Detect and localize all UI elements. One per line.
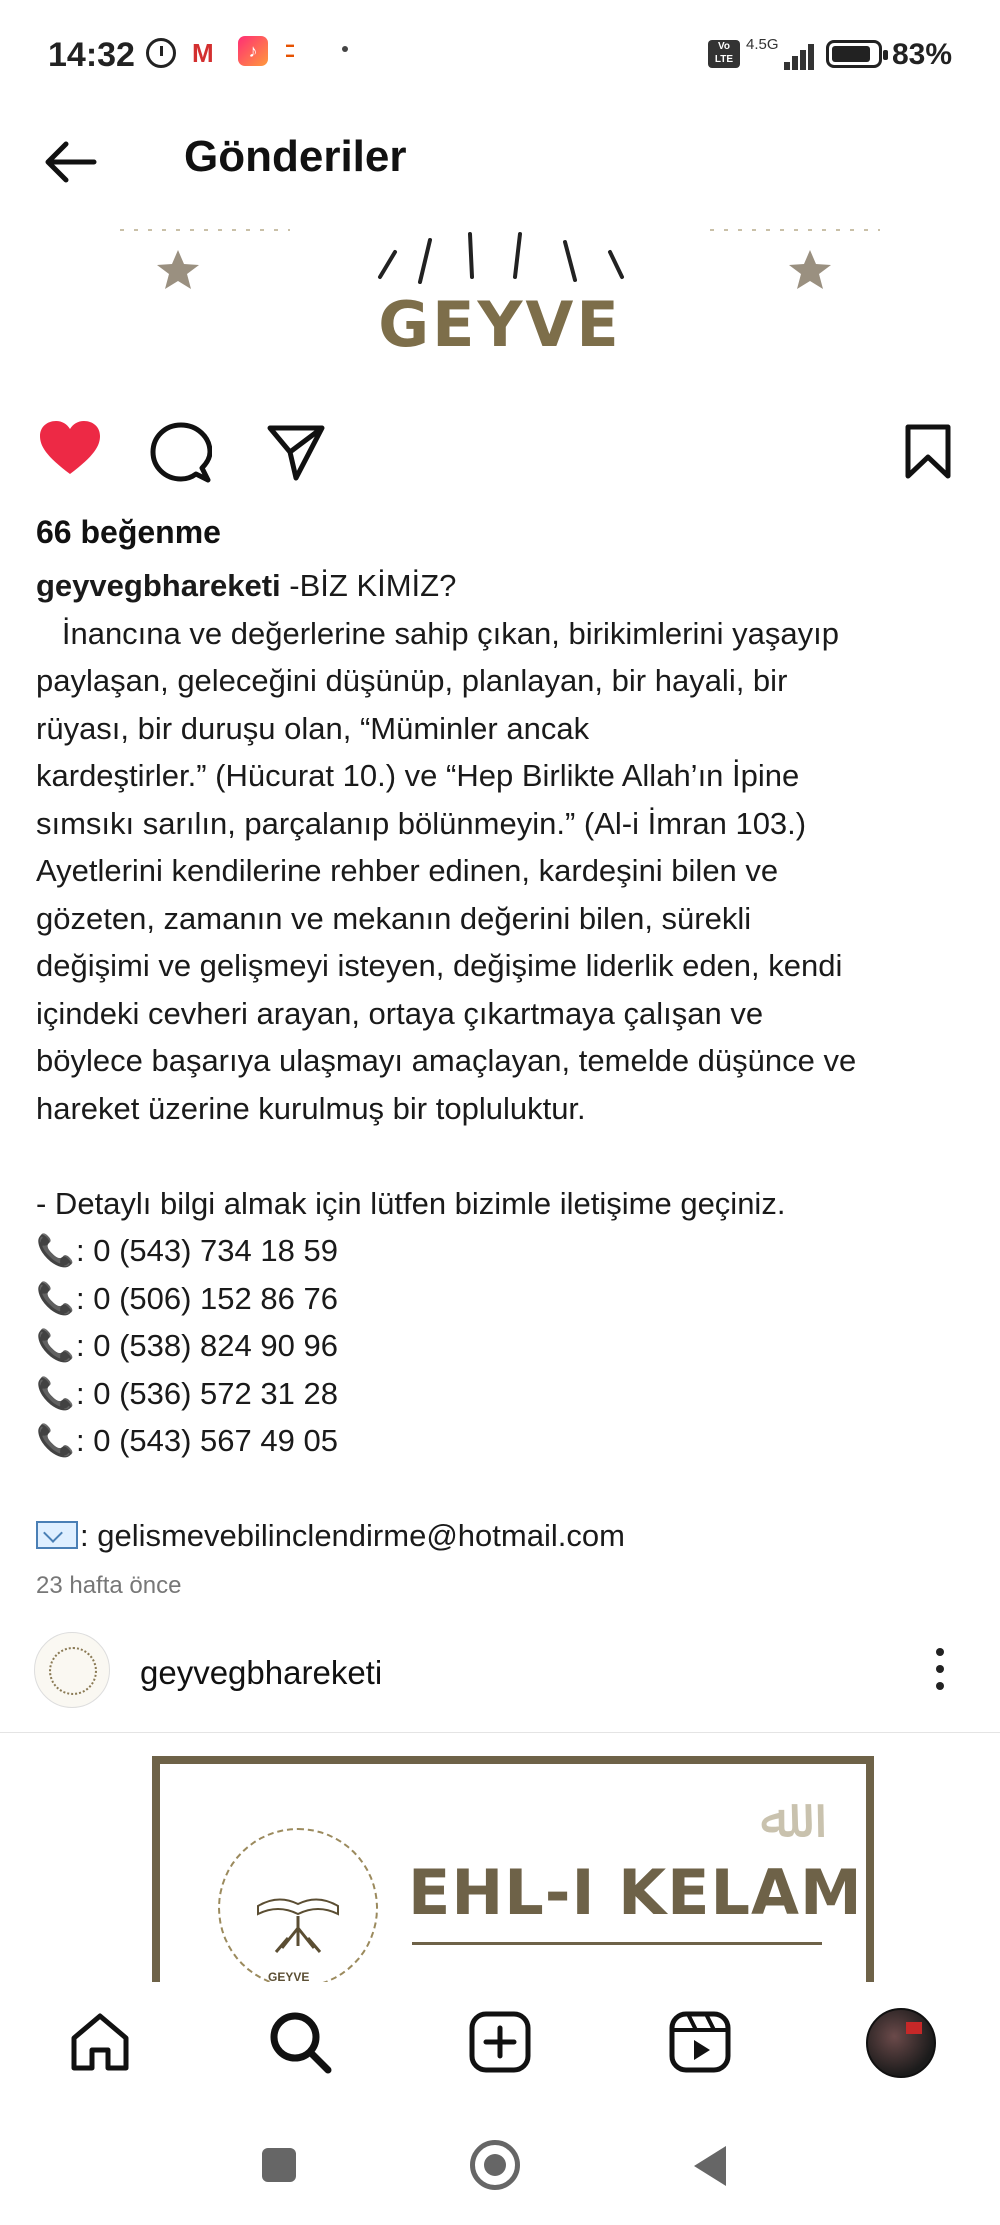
post-actions <box>0 410 1000 490</box>
back-triangle-icon[interactable] <box>694 2146 726 2186</box>
phone-number[interactable]: : 0 (543) 734 18 59 <box>76 1233 338 1268</box>
app-bar <box>0 110 1000 210</box>
search-icon[interactable] <box>268 2010 332 2074</box>
phone-icon: 📞 <box>36 1280 75 1316</box>
next-post-username[interactable]: geyvegbhareketi <box>140 1654 383 1691</box>
caption-body: İnancına ve değerlerine sahip çıkan, birikimlerini yaşayıp paylaşan, geleceğini düşünüp, planlayan, bir hayali, bir rüyası, bir duruşu olan, “Müminler ancak kardeştirler.” (Hücurat 10.) ve “Hep Birlikte Allah’ın İpine sımsıkı sarılın, parçalanıp bölünmeyin.” (Al-i İmran 103.) Ayetlerini kendilerine rehber edinen, kardeşini bilen ve gözeten, zamanın ve mekanın değerini bilen, sürekli değişimi ve gelişmeyi isteyen, değişime liderlik eden, kendi içindeki cevheri arayan, ortaya çıkartmaya çalışan ve böylece başarıya ulaşmayı amaçlayan, temelde düşünce ve hareket üzerine kurulmuş bir topluluktur. <box>36 615 857 1126</box>
phone-number[interactable]: : 0 (538) 824 90 96 <box>76 1328 338 1363</box>
title-underline <box>412 1942 822 1945</box>
image-frame <box>152 1756 874 1982</box>
tiktok-icon: ♪ <box>238 36 268 66</box>
battery-percent: 83% <box>892 38 953 71</box>
news-icon: ▬ ▬ <box>286 40 294 59</box>
email-address[interactable]: : gelismevebilinclendirme@hotmail.com <box>80 1518 625 1553</box>
phone-icon: 📞 <box>36 1233 75 1268</box>
phone-line <box>36 1227 976 1275</box>
image-brand-text: GEYVE <box>378 288 622 361</box>
home-button-icon[interactable] <box>470 2140 520 2190</box>
phone-line <box>36 1417 976 1465</box>
emblem-icon <box>49 1647 97 1695</box>
next-post-avatar[interactable] <box>34 1632 110 1708</box>
post-image[interactable] <box>0 222 1000 392</box>
emblem-icon <box>218 1828 378 1982</box>
status-bar <box>0 0 1000 110</box>
phone-icon: 📞 <box>36 1423 75 1458</box>
email-line <box>36 1512 976 1560</box>
next-post-header <box>0 1624 1000 1714</box>
profile-avatar[interactable] <box>866 2008 936 2078</box>
phone-line <box>36 1275 976 1323</box>
post-caption <box>36 562 976 1560</box>
like-heart-icon[interactable] <box>38 420 102 478</box>
system-nav-bar <box>0 2102 1000 2225</box>
volte-icon: Vo LTE <box>708 40 740 68</box>
bottom-nav <box>0 1982 1000 2102</box>
calligraphy-icon: ﷲ <box>760 1786 793 1851</box>
page-title: Gönderiler <box>184 132 407 181</box>
status-time: 14:32 <box>48 36 135 74</box>
contact-intro: - Detaylı bilgi almak için lütfen bizimle iletişime geçiniz. <box>36 1185 786 1221</box>
back-arrow-icon[interactable] <box>40 132 100 192</box>
comment-icon[interactable] <box>150 422 212 484</box>
emblem-label: GEYVE <box>268 1970 310 1982</box>
recents-icon[interactable] <box>262 2148 296 2182</box>
phone-number[interactable]: : 0 (506) 152 86 76 <box>76 1280 338 1316</box>
phone-icon: 📞 <box>36 1375 75 1411</box>
phone-line <box>36 1370 976 1418</box>
share-send-icon[interactable] <box>266 422 326 482</box>
reels-icon[interactable] <box>668 2010 732 2074</box>
network-type: 4.5G <box>746 36 779 53</box>
phone-icon: 📞 <box>36 1328 75 1363</box>
more-options-icon[interactable] <box>930 1648 950 1694</box>
home-icon[interactable] <box>68 2010 132 2074</box>
create-post-icon[interactable] <box>468 2010 532 2074</box>
signal-icon <box>766 42 812 70</box>
save-bookmark-icon[interactable] <box>904 424 952 480</box>
notification-dot-icon <box>342 46 348 52</box>
book-tree-icon <box>218 1828 378 1982</box>
divider <box>0 1732 1000 1733</box>
alarm-icon <box>146 38 176 68</box>
phone-number[interactable]: : 0 (543) 567 49 05 <box>76 1423 338 1458</box>
email-icon <box>36 1521 78 1549</box>
gmail-icon: M <box>192 38 214 68</box>
caption-title: -BİZ KİMİZ? <box>280 568 457 603</box>
image-title: EHL-I KELAM <box>408 1856 863 1929</box>
likes-count[interactable]: 66 beğenme <box>36 514 221 550</box>
battery-icon <box>826 40 882 68</box>
post-timestamp: 23 hafta önce <box>36 1572 182 1599</box>
phone-number[interactable]: : 0 (536) 572 31 28 <box>76 1375 338 1411</box>
next-post-image[interactable] <box>0 1742 1000 1982</box>
phone-line <box>36 1322 976 1370</box>
caption-username[interactable]: geyvegbhareketi <box>36 568 281 603</box>
